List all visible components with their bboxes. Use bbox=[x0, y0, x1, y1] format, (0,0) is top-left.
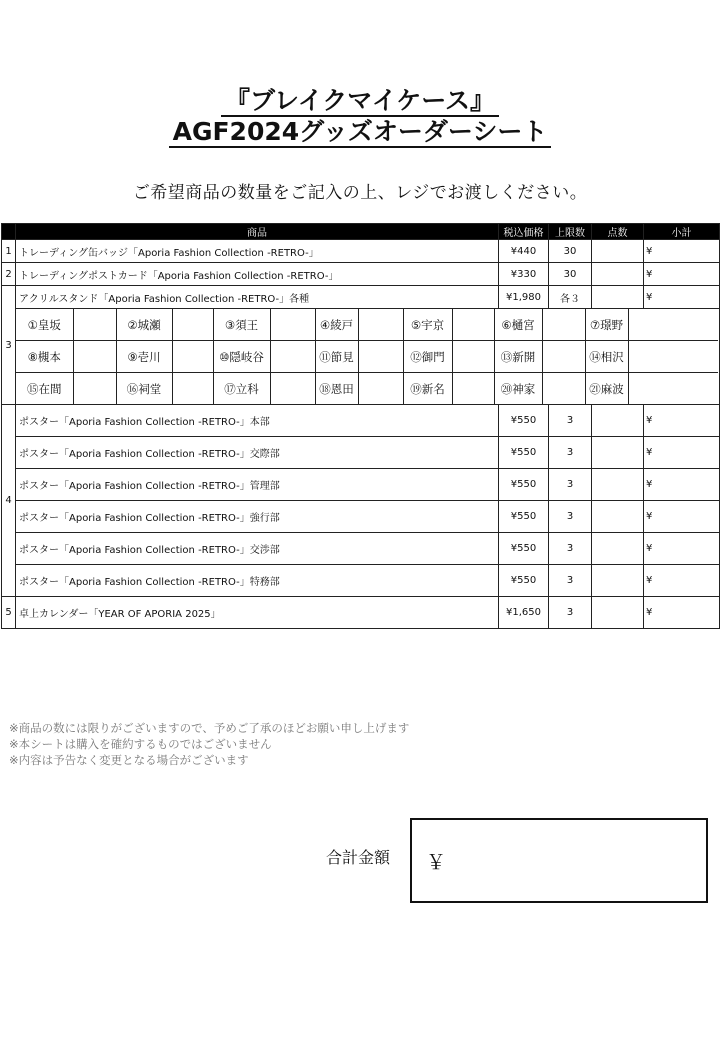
qty-field[interactable] bbox=[592, 469, 644, 501]
character-grid bbox=[16, 309, 718, 404]
character-label: ⑲新名 bbox=[403, 373, 452, 405]
table-row bbox=[2, 437, 720, 469]
product-limit: 30 bbox=[549, 240, 592, 263]
table-row bbox=[2, 501, 720, 533]
product-price: ¥440 bbox=[499, 240, 549, 263]
product-name: アクリルスタンド「Aporia Fashion Collection -RETRO-」各種 bbox=[16, 286, 499, 309]
product-name: トレーディング缶バッジ「Aporia Fashion Collection -RETRO-」 bbox=[16, 240, 499, 263]
product-name: ポスター「Aporia Fashion Collection -RETRO-」強行部 bbox=[16, 501, 499, 533]
character-qty-field[interactable] bbox=[452, 373, 494, 405]
character-qty-field[interactable] bbox=[358, 341, 403, 373]
character-qty-field[interactable] bbox=[628, 309, 718, 341]
subtotal-field[interactable]: ¥ bbox=[644, 533, 720, 565]
product-limit: 各３ bbox=[549, 286, 592, 309]
qty-field[interactable] bbox=[592, 501, 644, 533]
character-qty-field[interactable] bbox=[73, 373, 116, 405]
character-label: ⑫御門 bbox=[403, 341, 452, 373]
table-row bbox=[2, 565, 720, 597]
product-name: ポスター「Aporia Fashion Collection -RETRO-」管理部 bbox=[16, 469, 499, 501]
subtotal-field[interactable]: ¥ bbox=[644, 286, 720, 309]
order-table bbox=[1, 223, 720, 629]
character-label: ⑤宇京 bbox=[403, 309, 452, 341]
character-qty-field[interactable] bbox=[358, 373, 403, 405]
product-limit: 3 bbox=[549, 437, 592, 469]
character-label: ⑮在間 bbox=[16, 373, 73, 405]
character-qty-field[interactable] bbox=[172, 373, 213, 405]
qty-field[interactable] bbox=[592, 263, 644, 286]
product-name: 卓上カレンダー「YEAR OF APORIA 2025」 bbox=[16, 597, 499, 629]
product-price: ¥550 bbox=[499, 437, 549, 469]
character-qty-field[interactable] bbox=[172, 309, 213, 341]
character-label: ⑰立科 bbox=[213, 373, 270, 405]
total-yen-sign: ￥ bbox=[426, 850, 446, 874]
product-price: ¥550 bbox=[499, 565, 549, 597]
note-line: ※商品の数には限りがございますので、予めご了承のほどお願い申し上げます bbox=[9, 721, 410, 735]
character-qty-field[interactable] bbox=[542, 309, 585, 341]
character-qty-field[interactable] bbox=[358, 309, 403, 341]
character-qty-field[interactable] bbox=[73, 309, 116, 341]
character-label: ②城瀬 bbox=[116, 309, 172, 341]
subtotal-field[interactable]: ¥ bbox=[644, 597, 720, 629]
table-row bbox=[2, 469, 720, 501]
row-number: 5 bbox=[2, 597, 16, 629]
product-limit: 3 bbox=[549, 405, 592, 437]
title-line-1: 『ブレイクマイケース』 bbox=[0, 86, 720, 116]
row-number: 2 bbox=[2, 263, 16, 286]
product-limit: 3 bbox=[549, 501, 592, 533]
header-price: 税込価格 bbox=[499, 224, 549, 240]
total-amount-field[interactable] bbox=[410, 818, 708, 903]
table-row bbox=[2, 240, 720, 263]
qty-field[interactable] bbox=[592, 405, 644, 437]
product-name: トレーディングポストカード「Aporia Fashion Collection -RETRO-」 bbox=[16, 263, 499, 286]
table-row bbox=[2, 597, 720, 629]
header-product: 商品 bbox=[16, 224, 499, 240]
product-price: ¥1,980 bbox=[499, 286, 549, 309]
character-label: ⑯祠堂 bbox=[116, 373, 172, 405]
subtotal-field[interactable]: ¥ bbox=[644, 240, 720, 263]
header-qty: 点数 bbox=[592, 224, 644, 240]
character-label: ③須王 bbox=[213, 309, 270, 341]
character-qty-field[interactable] bbox=[270, 373, 315, 405]
character-label: ⑭相沢 bbox=[585, 341, 628, 373]
title-line-2: AGF2024グッズオーダーシート bbox=[0, 117, 720, 147]
header-num bbox=[2, 224, 16, 240]
product-price: ¥550 bbox=[499, 533, 549, 565]
subtotal-field[interactable]: ¥ bbox=[644, 469, 720, 501]
row-number: 1 bbox=[2, 240, 16, 263]
product-limit: 3 bbox=[549, 469, 592, 501]
qty-field[interactable] bbox=[592, 565, 644, 597]
character-label: ⑧槻本 bbox=[16, 341, 73, 373]
table-row bbox=[2, 405, 720, 437]
header-subtotal: 小計 bbox=[644, 224, 720, 240]
character-grid-cell bbox=[16, 309, 720, 405]
table-row bbox=[2, 263, 720, 286]
note-line: ※内容は予告なく変更となる場合がございます bbox=[9, 753, 249, 767]
qty-field[interactable] bbox=[592, 437, 644, 469]
character-label: ①皇坂 bbox=[16, 309, 73, 341]
character-qty-field[interactable] bbox=[628, 373, 718, 405]
notes bbox=[9, 720, 409, 768]
product-name: ポスター「Aporia Fashion Collection -RETRO-」本部 bbox=[16, 405, 499, 437]
table-row bbox=[2, 286, 720, 309]
character-label: ㉑麻波 bbox=[585, 373, 628, 405]
product-price: ¥1,650 bbox=[499, 597, 549, 629]
character-qty-field[interactable] bbox=[452, 341, 494, 373]
character-label: ⑩隠岐谷 bbox=[213, 341, 270, 373]
header-limit: 上限数 bbox=[549, 224, 592, 240]
qty-field[interactable] bbox=[592, 597, 644, 629]
character-grid-row bbox=[2, 309, 720, 405]
subtotal-field[interactable]: ¥ bbox=[644, 405, 720, 437]
qty-field[interactable] bbox=[592, 533, 644, 565]
product-limit: 30 bbox=[549, 263, 592, 286]
character-qty-field[interactable] bbox=[628, 341, 718, 373]
product-limit: 3 bbox=[549, 597, 592, 629]
product-name: ポスター「Aporia Fashion Collection -RETRO-」交際部 bbox=[16, 437, 499, 469]
product-name: ポスター「Aporia Fashion Collection -RETRO-」特務部 bbox=[16, 565, 499, 597]
character-qty-field[interactable] bbox=[270, 309, 315, 341]
subtotal-field[interactable]: ¥ bbox=[644, 565, 720, 597]
character-label: ⑬新開 bbox=[494, 341, 542, 373]
character-label: ⑳神家 bbox=[494, 373, 542, 405]
character-label: ⑪節見 bbox=[315, 341, 358, 373]
character-qty-field[interactable] bbox=[452, 309, 494, 341]
subtotal-field[interactable]: ¥ bbox=[644, 437, 720, 469]
qty-field[interactable] bbox=[592, 240, 644, 263]
product-price: ¥550 bbox=[499, 405, 549, 437]
product-price: ¥330 bbox=[499, 263, 549, 286]
subtotal-field[interactable]: ¥ bbox=[644, 263, 720, 286]
character-qty-field[interactable] bbox=[73, 341, 116, 373]
character-qty-field[interactable] bbox=[542, 341, 585, 373]
table-row bbox=[2, 533, 720, 565]
character-label: ⑨壱川 bbox=[116, 341, 172, 373]
product-price: ¥550 bbox=[499, 469, 549, 501]
subtotal-field[interactable]: ¥ bbox=[644, 501, 720, 533]
product-limit: 3 bbox=[549, 565, 592, 597]
character-qty-field[interactable] bbox=[270, 341, 315, 373]
row-number: 4 bbox=[2, 405, 16, 597]
character-label: ⑥樋宮 bbox=[494, 309, 542, 341]
note-line: ※本シートは購入を確約するものではございません bbox=[9, 737, 272, 751]
header-row bbox=[2, 224, 720, 240]
row-number: 3 bbox=[2, 286, 16, 405]
qty-field[interactable] bbox=[592, 286, 644, 309]
instructions: ご希望商品の数量をご記入の上、レジでお渡しください。 bbox=[132, 183, 588, 203]
character-label: ⑦璟野 bbox=[585, 309, 628, 341]
character-qty-field[interactable] bbox=[172, 341, 213, 373]
character-label: ⑱恩田 bbox=[315, 373, 358, 405]
character-label: ④綾戸 bbox=[315, 309, 358, 341]
total-label: 合計金額 bbox=[326, 848, 391, 867]
character-qty-field[interactable] bbox=[542, 373, 585, 405]
product-limit: 3 bbox=[549, 533, 592, 565]
product-name: ポスター「Aporia Fashion Collection -RETRO-」交渉部 bbox=[16, 533, 499, 565]
product-price: ¥550 bbox=[499, 501, 549, 533]
